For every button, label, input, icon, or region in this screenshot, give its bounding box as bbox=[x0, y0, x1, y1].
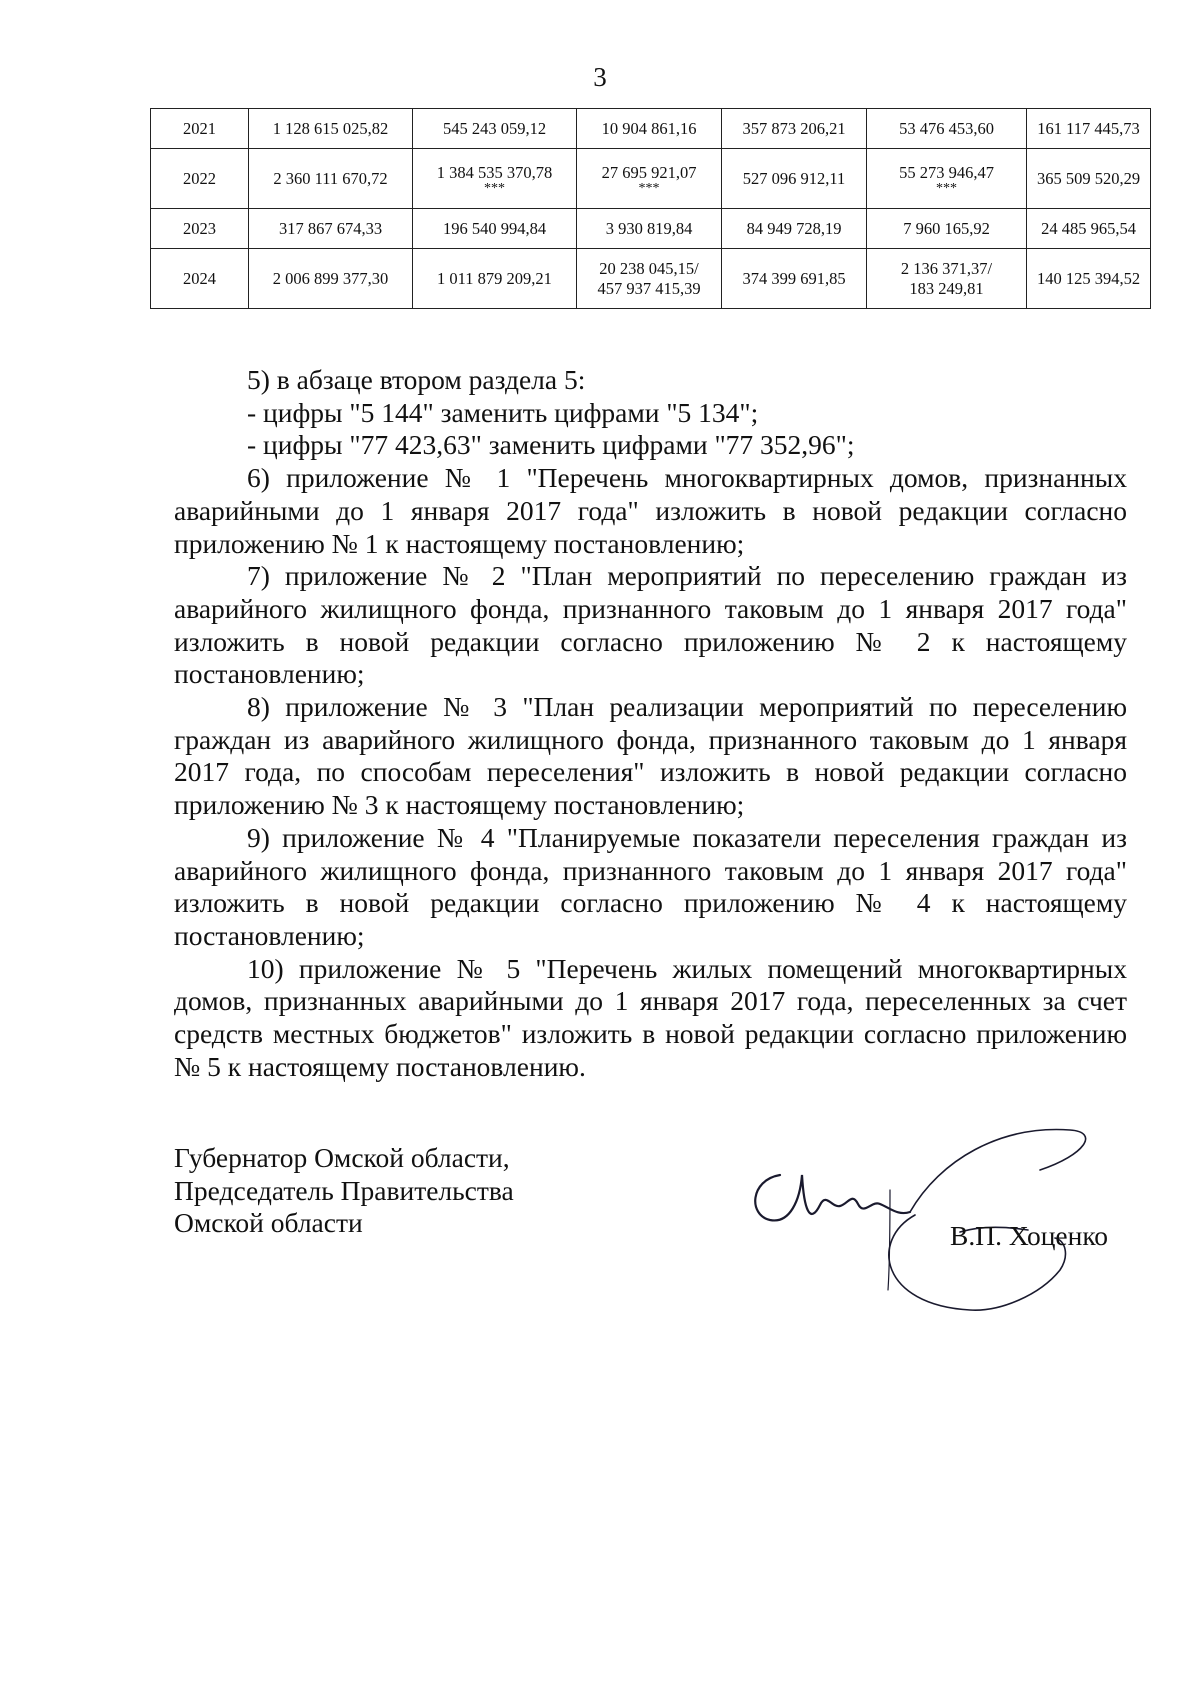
amount-value: 161 117 445,73 bbox=[1037, 118, 1140, 138]
amount-cell bbox=[577, 209, 722, 249]
amendment-paragraph: 10) приложение № 5 "Перечень жилых помещений многоквартирных домов, признанных аварийными до 1 января 2017 года, переселенных за счет средств местных бюджетов" изложить в новой редакции согласно приложению № 5 к настоящему постановлению. bbox=[174, 952, 1127, 1082]
amount-cell bbox=[249, 149, 413, 209]
amount-cell bbox=[867, 149, 1027, 209]
amount-value: 357 873 206,21 bbox=[742, 118, 846, 138]
amount-cell bbox=[722, 149, 867, 209]
signer-title-line: Председатель Правительства bbox=[174, 1174, 514, 1206]
page-number: 3 bbox=[593, 62, 607, 92]
amendment-paragraph: 9) приложение № 4 "Планируемые показатели переселения граждан из аварийного жилищного фонда, признанного таковым до 1 января 2017 года" изложить в новой редакции согласно приложению № 4 к настоящему постановлению; bbox=[174, 821, 1127, 951]
amount-cell bbox=[722, 249, 867, 309]
funding-table bbox=[150, 108, 1151, 309]
amount-value: 545 243 059,12 bbox=[442, 118, 547, 138]
amount-value: 10 904 861,16 bbox=[601, 118, 697, 138]
amendment-paragraph: - цифры "5 144" заменить цифрами "5 134"; bbox=[247, 396, 759, 428]
amount-value: 527 096 912,11 bbox=[742, 168, 846, 188]
table-row bbox=[151, 249, 1151, 309]
amount-cell bbox=[413, 149, 577, 209]
amount-cell bbox=[867, 109, 1027, 149]
amount-value: 84 949 728,19 bbox=[746, 218, 842, 238]
amount-value: 183 249,81 bbox=[909, 278, 984, 298]
amount-cell bbox=[413, 109, 577, 149]
amount-value: 2 360 111 670,72 bbox=[273, 168, 388, 188]
amount-cell bbox=[867, 209, 1027, 249]
amount-value: 365 509 520,29 bbox=[1036, 168, 1141, 188]
footnote-marker: *** bbox=[484, 180, 505, 196]
amount-cell bbox=[577, 249, 722, 309]
amount-value: 27 695 921,07 bbox=[601, 162, 697, 182]
footnote-marker: *** bbox=[638, 180, 660, 196]
amount-value: 7 960 165,92 bbox=[903, 218, 990, 238]
amount-cell bbox=[249, 209, 413, 249]
year-cell: 2024 bbox=[151, 249, 249, 309]
amount-cell bbox=[722, 109, 867, 149]
amount-cell bbox=[1027, 249, 1151, 309]
amount-cell bbox=[249, 249, 413, 309]
funding-table-body bbox=[151, 109, 1151, 309]
signer-name: В.П. Хоценко bbox=[950, 1220, 1109, 1251]
amount-value: 457 937 415,39 bbox=[597, 278, 701, 298]
amendment-paragraph: 7) приложение № 2 "План мероприятий по переселению граждан из аварийного жилищного фонда, признанного таковым до 1 января 2017 года" изложить в новой редакции согласно приложению № 2 к настоящему постановлению; bbox=[174, 560, 1127, 690]
signer-title-line: Омской области bbox=[174, 1207, 363, 1239]
amount-value: 196 540 994,84 bbox=[442, 218, 547, 238]
amendment-paragraph: - цифры "77 423,63" заменить цифрами "77 352,96"; bbox=[247, 429, 855, 461]
amount-cell bbox=[1027, 209, 1151, 249]
table-row bbox=[151, 149, 1151, 209]
amendment-text bbox=[174, 364, 1127, 1083]
amount-cell bbox=[1027, 109, 1151, 149]
amount-value: 317 867 674,33 bbox=[278, 218, 383, 238]
amendment-paragraph: 6) приложение № 1 "Перечень многоквартирных домов, признанных аварийными до 1 января 2017 года" изложить в новой редакции согласно приложению № 1 к настоящему постановлению; bbox=[174, 462, 1127, 559]
amount-cell bbox=[249, 109, 413, 149]
amount-cell bbox=[413, 249, 577, 309]
footnote-marker: *** bbox=[936, 180, 957, 196]
amount-value: 2 136 371,37/ bbox=[900, 258, 993, 278]
amendment-paragraph: 8) приложение № 3 "План реализации мероприятий по переселению граждан из аварийного жилищного фонда, признанного таковым до 1 января 2017 года, по способам переселения" изложить в новой редакции согласно приложению № 3 к настоящему постановлению; bbox=[174, 691, 1127, 821]
amount-cell bbox=[1027, 149, 1151, 209]
amount-value: 24 485 965,54 bbox=[1041, 218, 1136, 238]
amount-value: 1 011 879 209,21 bbox=[437, 268, 552, 288]
amount-value: 140 125 394,52 bbox=[1036, 268, 1141, 288]
year-cell: 2021 bbox=[151, 109, 249, 149]
amount-cell bbox=[413, 209, 577, 249]
year-cell: 2023 bbox=[151, 209, 249, 249]
signer-title-line: Губернатор Омской области, bbox=[174, 1142, 510, 1173]
amount-cell bbox=[577, 149, 722, 209]
amount-value: 53 476 453,60 bbox=[899, 118, 994, 138]
amount-value: 1 384 535 370,78 bbox=[436, 162, 553, 182]
amount-value: 20 238 045,15/ bbox=[599, 258, 699, 278]
amount-cell bbox=[722, 209, 867, 249]
amount-value: 3 930 819,84 bbox=[605, 218, 693, 238]
amount-value: 55 273 946,47 bbox=[899, 162, 994, 182]
year-cell: 2022 bbox=[151, 149, 249, 209]
table-row bbox=[151, 209, 1151, 249]
table-row bbox=[151, 109, 1151, 149]
amount-value: 2 006 899 377,30 bbox=[272, 268, 389, 288]
amount-value: 374 399 691,85 bbox=[742, 268, 846, 288]
amount-cell bbox=[867, 249, 1027, 309]
amount-cell bbox=[577, 109, 722, 149]
amount-value: 1 128 615 025,82 bbox=[272, 118, 389, 138]
amendment-paragraph: 5) в абзаце втором раздела 5: bbox=[247, 364, 586, 395]
